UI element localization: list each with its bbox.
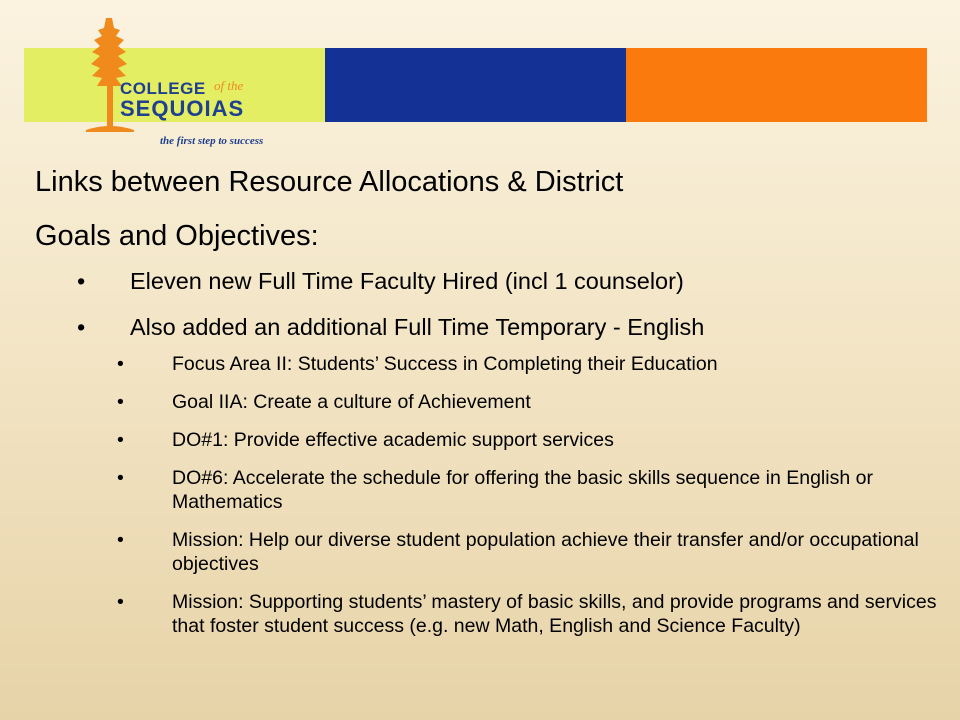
- level2-item: [35, 352, 960, 376]
- level2-item-text: Mission: Help our diverse student population achieve their transfer and/or occupational objectives: [172, 529, 919, 575]
- level1-item-text: Also added an additional Full Time Temporary - English: [130, 314, 705, 340]
- level2-item: [35, 528, 960, 576]
- bullet-icon: •: [117, 467, 124, 489]
- bullet-icon: •: [117, 529, 124, 551]
- level1-item-text: Eleven new Full Time Faculty Hired (incl 1 counselor): [130, 268, 684, 294]
- level2-item: [35, 428, 960, 452]
- logo-college-text: COLLEGE: [120, 79, 206, 98]
- level2-item-text: DO#1: Provide effective academic support services: [172, 429, 614, 451]
- slide-title: [35, 160, 935, 258]
- level1-item: [35, 266, 935, 296]
- bullet-icon: •: [77, 268, 86, 294]
- level2-item-text: Goal IIA: Create a culture of Achievement: [172, 391, 531, 413]
- level2-item: [35, 390, 960, 414]
- title-line-2: Goals and Objectives:: [35, 220, 319, 252]
- logo-of-the-text: of the: [214, 78, 244, 93]
- banner-blue-band: [325, 48, 626, 122]
- college-logo: [80, 14, 290, 154]
- bullet-icon: •: [117, 591, 124, 613]
- level2-item-text: Mission: Supporting students’ mastery of basic skills, and provide programs and services that foster student success (e.g. new Math, English and Science Faculty): [172, 591, 937, 637]
- level1-list: [35, 266, 935, 342]
- level2-item-text: DO#6: Accelerate the schedule for offering the basic skills sequence in English or Mathematics: [172, 467, 873, 513]
- level2-item: [35, 590, 960, 638]
- bullet-icon: •: [117, 429, 124, 451]
- bullet-icon: •: [117, 391, 124, 413]
- slide-content: [35, 160, 935, 652]
- logo-sequoias-text: SEQUOIAS: [120, 96, 245, 121]
- bullet-icon: •: [77, 314, 86, 340]
- banner-orange-band: [626, 48, 927, 122]
- logo-tagline: the first step to success: [160, 135, 264, 147]
- level2-item-text: Focus Area II: Students’ Success in Completing their Education: [172, 353, 718, 375]
- level1-item: [35, 312, 935, 342]
- bullet-icon: •: [117, 353, 124, 375]
- level2-item: [35, 466, 960, 514]
- title-line-1: Links between Resource Allocations & District: [35, 166, 624, 198]
- level2-list: [35, 352, 935, 638]
